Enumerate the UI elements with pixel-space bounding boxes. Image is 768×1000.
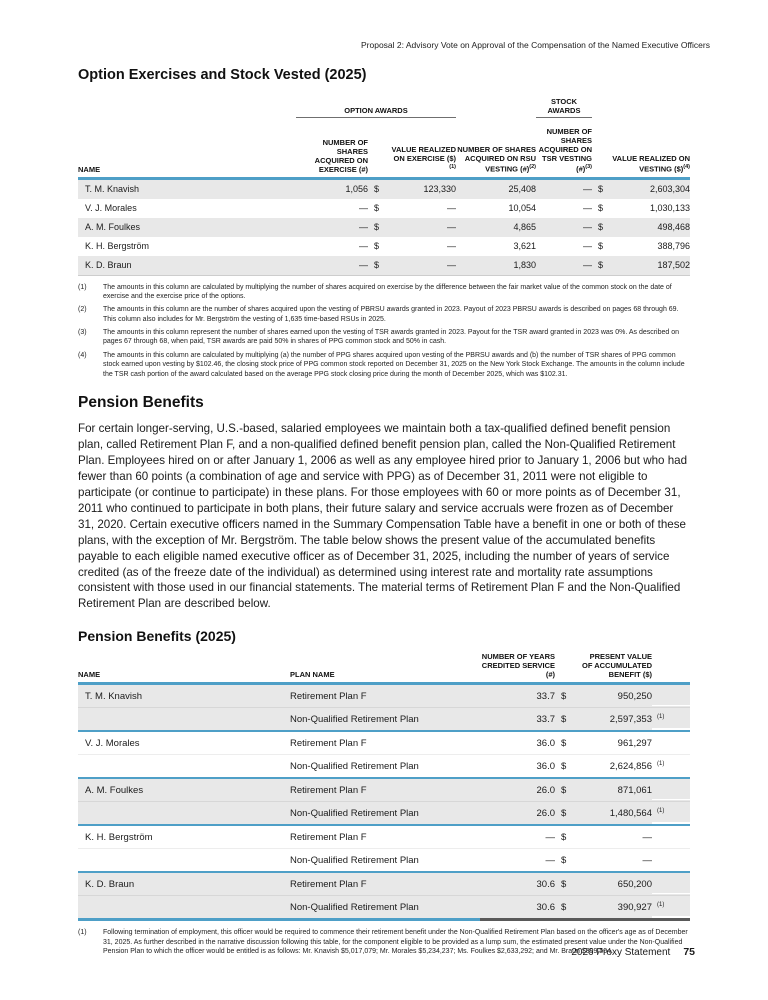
cell-name: V. J. Morales — [85, 203, 137, 213]
table-row — [78, 199, 690, 218]
cell-vesting-value: 187,502 — [612, 256, 690, 276]
currency-symbol: $ — [555, 802, 580, 826]
currency-symbol: $ — [555, 849, 580, 873]
currency-symbol: $ — [598, 222, 604, 232]
cell-years: — — [480, 849, 555, 873]
spacer — [456, 96, 536, 118]
currency-symbol: $ — [555, 896, 580, 920]
col-header-tsr-vesting: NUMBER OF SHARES ACQUIRED ON TSR VESTING (#)$^{(3)}$ — [536, 118, 592, 179]
cell-plan: Retirement Plan F — [290, 825, 480, 849]
cell-exercise-shares: — — [296, 256, 368, 276]
cell-years: — — [480, 825, 555, 849]
cell-value: 390,927 — [580, 896, 652, 920]
footnote-ref-2: (2) — [529, 164, 536, 170]
section-title-pension-benefits-2025: Pension Benefits (2025) — [78, 628, 236, 645]
spacer — [368, 118, 388, 179]
cell-tsr-vesting: — — [583, 203, 592, 213]
column-header-row — [78, 118, 690, 179]
table-row — [78, 256, 690, 276]
cell-exercise-value: 123,330 — [423, 184, 456, 194]
footnote-ref-1: (1) — [449, 164, 456, 170]
footnote-number: (1) — [78, 283, 87, 291]
cell-plan: Retirement Plan F — [290, 872, 480, 896]
table-row — [78, 708, 690, 732]
spacer — [555, 652, 580, 684]
cell-name: K. D. Braun — [78, 256, 296, 276]
pension-benefits-table — [78, 652, 690, 921]
cell-value: 871,061 — [580, 778, 652, 802]
col-header-name: NAME — [78, 118, 296, 179]
currency-symbol: $ — [555, 755, 580, 779]
table-row — [78, 896, 690, 920]
currency-symbol: $ — [598, 184, 604, 194]
cell-tsr-vesting: — — [536, 256, 592, 276]
cell-name — [78, 755, 290, 779]
cell-name: V. J. Morales — [78, 731, 290, 755]
cell-value: 961,297 — [580, 731, 652, 755]
cell-tsr-vesting: — — [583, 241, 592, 251]
footnote-number: (1) — [78, 929, 87, 937]
pension-benefits-paragraph: For certain longer-serving, U.S.-based, salaried employees we maintain both a tax-qualified defined benefit pension plan, called Retirement Plan F, and a non-qualified defined benefit pension plan, called the Non-Qualified Retirement Plan. Employees hired on or after January 1, 2006 as well as any employee hired prior to January 1, 2006 but who had fewer than 60 points (a combination of age and service with PPG) as of December 31, 2011 were not eligible to participate (or continue to participate) in these plans. For those employees with 60 or more points as of December 31, 2011 who continued to participate in both plans, their future salary and service accruals were frozen as of December 31, 2020. Certain executive officers named in the Summary Compensation Table have a benefit in one or both of these plans, with the exception of Mr. Bergström. The table below shows the present value of the accumulated benefits payable to each eligible named executive officer as of December 31, 2025, including the number of years of service credited (as of the freeze date of the individual) as determined using interest rate and mortality rate assumptions consistent with those used in our financial statements. The material terms of Retirement Plan F and the Non-Qualified Retirement Plan are described below. — [78, 422, 688, 611]
cell-value: 1,480,564 — [580, 802, 652, 826]
cell-tsr-vesting: — — [583, 184, 592, 194]
currency-symbol: $ — [374, 222, 380, 232]
table-row — [78, 802, 690, 826]
footnote — [78, 283, 690, 302]
cell-years: 30.6 — [480, 872, 555, 896]
cell-years: 33.7 — [480, 684, 555, 708]
column-header-row — [78, 652, 690, 684]
table-row — [78, 825, 690, 849]
cell-exercise-shares: 1,056 — [345, 184, 368, 194]
footnote-text: Following termination of employment, this officer would be required to commence their retirement benefit under the Non-Qualified Retirement Plan based on the officer's age as of December 31, 2025. As further described in the narrative discussion following this table, for the component eligible to be provided as a lump sum, the estimated present value under the Non-Qualified Pension Plan to which the officer would be entitled is as follows: Mr. Knavish $5,017,079; Mr. Morales $5,234,237; Ms. Foulkes $2,633,292; and Mr. Braun $899,504. — [103, 929, 688, 956]
footnote-text: The amounts in this column are the number of shares acquired upon the vesting of PBRSU awards granted in 2023. Payout of 2023 PBRSU awards is described on pages 68 through 69. This column also includes for Mr. Bergström the vesting of 1,635 time-based RSUs in 2025. — [103, 306, 679, 323]
footnote-text: The amounts in this column represent the number of shares earned upon the vesting of TSR awards granted in 2023. Payout for the TSR award granted in 2023 was 0%. As described on pages 67 through 68, when paid, TSR awards are paid 50% in shares of PPG common stock and 50% in cash. — [103, 328, 680, 346]
currency-symbol: $ — [374, 184, 380, 194]
table-row — [78, 872, 690, 896]
cell-footnote-ref — [652, 870, 690, 894]
cell-name: K. H. Bergström — [78, 825, 290, 849]
cell-rsu-vesting: 1,830 — [456, 256, 536, 276]
cell-footnote-ref — [652, 682, 690, 706]
currency-symbol: $ — [555, 731, 580, 755]
cell-footnote-ref: (1) — [652, 706, 690, 730]
cell-footnote-ref — [652, 776, 690, 800]
footnote-number: (2) — [78, 306, 87, 314]
cell-exercise-shares: — — [359, 203, 368, 213]
cell-plan: Retirement Plan F — [290, 778, 480, 802]
table-row — [78, 755, 690, 779]
col-header-present-value: PRESENT VALUE OF ACCUMULATED BENEFIT ($) — [580, 652, 652, 684]
cell-name: T. M. Knavish — [78, 684, 290, 708]
col-header-vesting-value: VALUE REALIZED ON VESTING ($)$^{(4)}$ — [612, 118, 690, 179]
cell-years: 26.0 — [480, 778, 555, 802]
cell-name — [78, 896, 290, 920]
table-row — [78, 731, 690, 755]
cell-plan: Non-Qualified Retirement Plan — [290, 755, 480, 779]
cell-years: 26.0 — [480, 802, 555, 826]
cell-value: 2,597,353 — [580, 708, 652, 732]
col-header-years-credited: NUMBER OF YEARS CREDITED SERVICE (#) — [480, 652, 555, 684]
currency-symbol: $ — [374, 241, 380, 251]
currency-symbol: $ — [555, 684, 580, 708]
cell-years: 30.6 — [480, 896, 555, 920]
section-title-option-exercises: Option Exercises and Stock Vested (2025) — [78, 67, 367, 83]
footnote-ref-4: (4) — [683, 164, 690, 170]
cell-name — [78, 802, 290, 826]
footer-label: 2026 Proxy Statement — [571, 947, 671, 958]
option-awards-group-header: OPTION AWARDS — [296, 96, 456, 118]
cell-name: A. M. Foulkes — [85, 222, 141, 232]
cell-exercise-value: — — [447, 241, 456, 251]
cell-footnote-ref — [652, 823, 690, 847]
spacer — [652, 652, 690, 684]
currency-symbol: $ — [592, 256, 612, 276]
footnote — [78, 305, 690, 324]
cell-plan: Retirement Plan F — [290, 731, 480, 755]
cell-value: 950,250 — [580, 684, 652, 708]
spacer — [592, 118, 612, 179]
cell-name: A. M. Foulkes — [78, 778, 290, 802]
col-header-exercise-shares: NUMBER OF SHARES ACQUIRED ON EXERCISE (#) — [296, 118, 368, 179]
footnote-text: The amounts in this column are calculated by multiplying the number of shares acquired on exercise by the difference between the fair market value of the common stock on the date of exercise and the exercise price of the options. — [103, 283, 672, 301]
col-header-exercise-value: VALUE REALIZED ON EXERCISE ($)$^{(1)}$ — [388, 118, 456, 179]
cell-plan: Non-Qualified Retirement Plan — [290, 896, 480, 920]
cell-rsu-vesting: 25,408 — [508, 184, 536, 194]
spacer — [592, 96, 690, 118]
currency-symbol: $ — [555, 708, 580, 732]
cell-exercise-value: — — [447, 203, 456, 213]
cell-rsu-vesting: 3,621 — [513, 241, 536, 251]
cell-footnote-ref: (1) — [652, 800, 690, 824]
cell-exercise-shares: — — [359, 222, 368, 232]
cell-name: T. M. Knavish — [85, 184, 140, 194]
cell-exercise-shares: — — [359, 241, 368, 251]
footnote-ref-3: (3) — [585, 164, 592, 170]
currency-symbol: $ — [598, 241, 604, 251]
cell-plan: Non-Qualified Retirement Plan — [290, 708, 480, 732]
table-row — [78, 684, 690, 708]
cell-vesting-value: 1,030,133 — [649, 203, 690, 213]
cell-footnote-ref: (1) — [652, 753, 690, 777]
footnote-text: The amounts in this column are calculated by multiplying (a) the number of PPG shares acquired upon vesting of the PBRSU awards and (b) the number of TSR shares of PPG common stock earned upon vesting by $102.46, the closing stock price of PPG common stock reported on December 31, 2025 on the New York Stock Exchange. The amounts in the column include the TSR cash portion of the award calculated based on the average PPG stock closing price during the month of December 2025, which was $102.31. — [103, 351, 685, 378]
cell-name: K. D. Braun — [78, 872, 290, 896]
cell-name — [78, 708, 290, 732]
cell-years: 36.0 — [480, 755, 555, 779]
cell-footnote-ref — [652, 729, 690, 753]
group-header-row — [78, 96, 690, 118]
cell-rsu-vesting: 4,865 — [513, 222, 536, 232]
cell-plan: Non-Qualified Retirement Plan — [290, 849, 480, 873]
cell-vesting-value: 388,796 — [657, 241, 690, 251]
currency-symbol: $ — [374, 203, 380, 213]
footnote-number: (3) — [78, 328, 87, 336]
table-row — [78, 778, 690, 802]
cell-name — [78, 849, 290, 873]
col-header-name: NAME — [78, 652, 290, 684]
section-title-pension-benefits: Pension Benefits — [78, 394, 204, 412]
cell-value: — — [580, 849, 652, 873]
currency-symbol: $ — [555, 778, 580, 802]
footnote — [78, 351, 690, 380]
currency-symbol: $ — [555, 872, 580, 896]
currency-symbol: $ — [368, 256, 388, 276]
cell-footnote-ref — [652, 847, 690, 871]
cell-exercise-value: — — [388, 256, 456, 276]
page-number: 75 — [683, 946, 695, 958]
cell-years: 36.0 — [480, 731, 555, 755]
cell-footnote-ref: (1) — [652, 894, 690, 918]
cell-vesting-value: 498,468 — [657, 222, 690, 232]
cell-years: 33.7 — [480, 708, 555, 732]
option-exercises-table — [78, 96, 690, 276]
page-footer — [571, 946, 695, 958]
running-header: Proposal 2: Advisory Vote on Approval of the Compensation of the Named Executive Officers — [360, 40, 710, 50]
footnote — [78, 328, 690, 347]
cell-value: 650,200 — [580, 872, 652, 896]
col-header-rsu-vesting: NUMBER OF SHARES ACQUIRED ON RSU VESTING (#)$^{(2)}$ — [456, 118, 536, 179]
cell-value: 2,624,856 — [580, 755, 652, 779]
cell-exercise-value: — — [447, 222, 456, 232]
option-table-footnotes — [78, 283, 690, 380]
cell-name: K. H. Bergström — [85, 241, 150, 251]
stock-awards-group-header: STOCK AWARDS — [536, 96, 592, 118]
cell-value: — — [580, 825, 652, 849]
table-row — [78, 849, 690, 873]
spacer — [78, 96, 296, 118]
currency-symbol: $ — [555, 825, 580, 849]
cell-plan: Non-Qualified Retirement Plan — [290, 802, 480, 826]
table-row — [78, 237, 690, 256]
table-row — [78, 178, 690, 199]
table-row — [78, 218, 690, 237]
cell-rsu-vesting: 10,054 — [508, 203, 536, 213]
cell-tsr-vesting: — — [583, 222, 592, 232]
col-header-plan-name: PLAN NAME — [290, 652, 480, 684]
cell-vesting-value: 2,603,304 — [649, 184, 690, 194]
currency-symbol: $ — [598, 203, 604, 213]
footnote-number: (4) — [78, 351, 87, 359]
cell-plan: Retirement Plan F — [290, 684, 480, 708]
